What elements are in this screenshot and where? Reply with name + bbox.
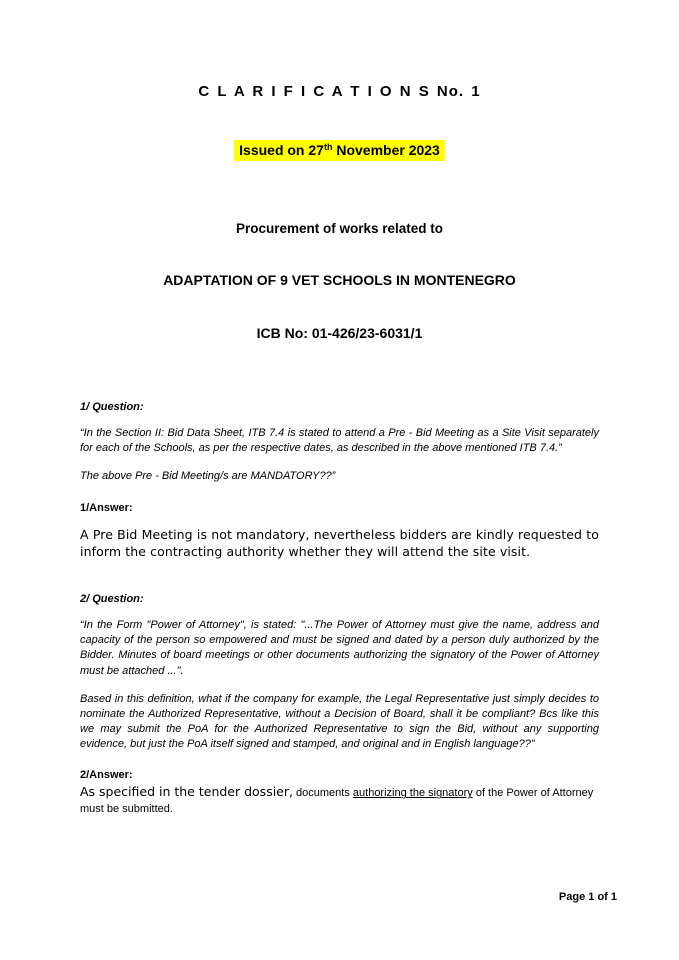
document-title: C L A R I F I C A T I O N S No. 1 [198, 83, 481, 100]
answer-2-tail: of the Power of Attorney must be submitted. [80, 787, 594, 816]
answer-2-lead: As specified in the tender dossier, [80, 784, 293, 800]
project-title: ADAPTATION OF 9 VET SCHOOLS IN MONTENEGRO [163, 272, 516, 288]
question-1-paragraph-2: The above Pre - Bid Meeting/s are MANDATORY??” [80, 470, 336, 483]
page-number: Page 1 of 1 [558, 891, 617, 903]
answer-1-label: 1/Answer: [80, 501, 133, 514]
question-2-paragraph-1: “In the Form "Power of Attorney", is stated: "...The Power of Attorney must give the name, address and capacity of the person so empowered and must be signed and dated by a person duly authorized by the Bidder. Minutes of board meetings or other documents authorizing the signatory of the Power of Attorney must be attached ...". [80, 619, 599, 677]
icb-number: ICB No: 01-426/23-6031/1 [256, 325, 423, 341]
answer-2-mid: documents [292, 787, 353, 800]
question-2-label: 2/ Question: [80, 593, 144, 606]
question-1-paragraph-1: “In the Section II: Bid Data Sheet, ITB 7.4 is stated to attend a Pre - Bid Meeting as a Site Visit separately for each of the Schools, as per the respective dates, as described in the above mentioned ITB 7.4.” [80, 427, 599, 455]
issued-date-suffix: November 2023 [332, 142, 440, 158]
question-2-paragraph-2: Based in this definition, what if the company for example, the Legal Representative just simply decides to nominate the Authorized Representative, without a Decision of Board, shall it be compliant? Bcs like this we may submit the PoA for the Authorized Representative to sign the Bid, without any supporting evidence, but just the PoA itself signed and stamped, and original and in English language??” [80, 692, 599, 751]
issued-line [80, 140, 599, 161]
answer-1-text: A Pre Bid Meeting is not mandatory, nevertheless bidders are kindly requested to inform the contracting authority whether they will attend the site visit. [80, 526, 599, 560]
answer-2-text [80, 783, 599, 818]
answer-2-label: 2/Answer: [80, 769, 133, 782]
issued-date-highlight [234, 140, 445, 161]
issued-date-ordinal: th [323, 142, 333, 152]
question-1-label: 1/ Question: [80, 401, 144, 413]
issued-date-prefix: Issued on 27 [239, 142, 324, 158]
procurement-subtitle: Procurement of works related to [235, 221, 444, 236]
answer-2-underlined-phrase: authorizing the signatory [352, 787, 473, 800]
